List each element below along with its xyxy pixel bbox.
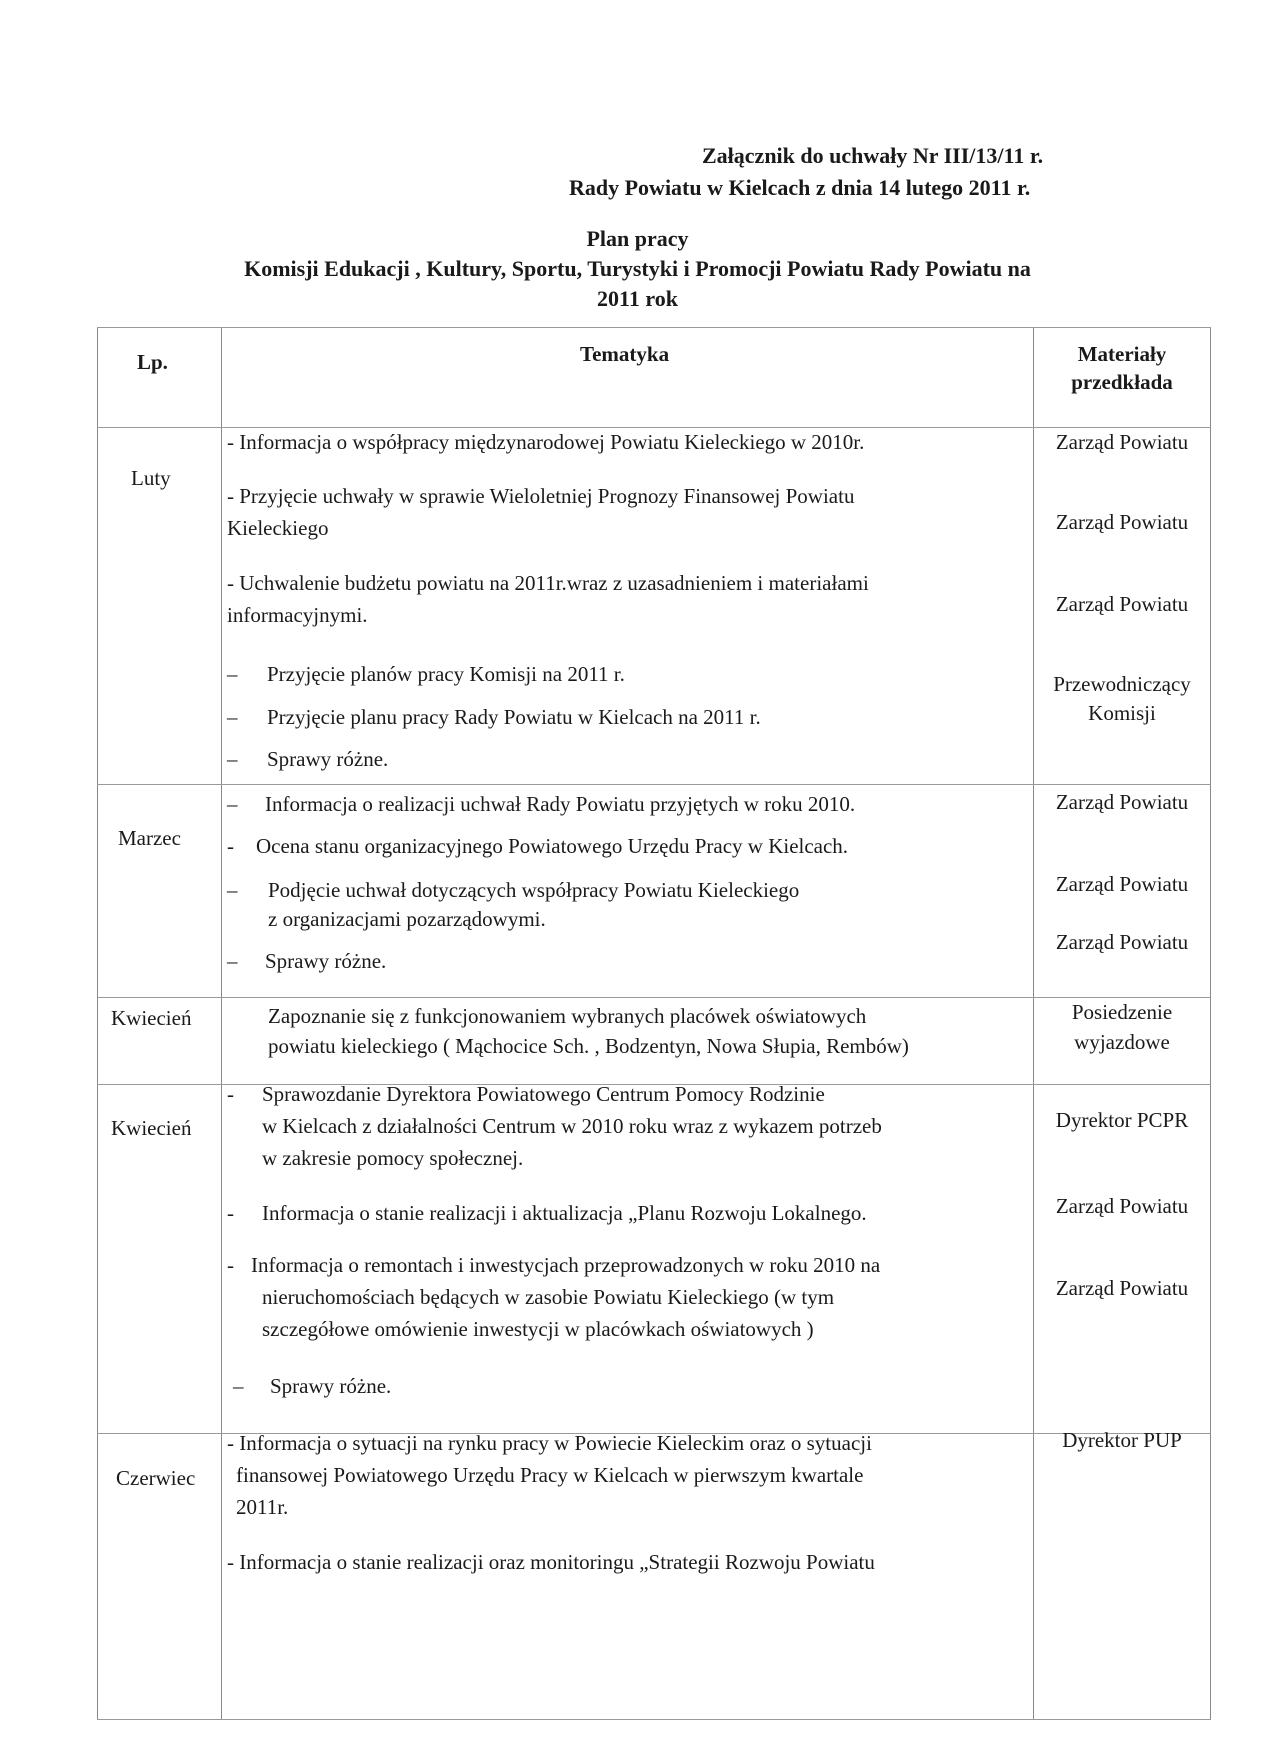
marzec-presenter-1: Zarząd Powiatu	[1055, 790, 1189, 814]
plan-title: Plan pracy	[586, 226, 689, 251]
czerwiec-topic-2: - Informacja o stanie realizacji oraz monitoringu „Strategii Rozwoju Powiatu	[227, 1550, 875, 1574]
month-kwiecien-1: Kwiecień	[111, 1006, 192, 1030]
luty-presenter-2: Zarząd Powiatu	[1055, 510, 1189, 534]
marzec-topic-4: Sprawy różne.	[265, 949, 387, 973]
luty-topic-3b: informacyjnymi.	[227, 603, 368, 627]
luty-topic-3a: - Uchwalenie budżetu powiatu na 2011r.wraz z uzasadnieniem i materiałami	[227, 571, 869, 595]
dash-icon: –	[227, 705, 238, 729]
marzec-topic-3a: Podjęcie uchwał dotyczących współpracy Powiatu Kieleckiego	[268, 878, 800, 902]
month-luty: Luty	[131, 466, 171, 490]
dash-icon: -	[227, 1253, 234, 1277]
kwiecien2-topic-4: Sprawy różne.	[270, 1374, 392, 1398]
column-header-materialy: Materiały	[1077, 342, 1167, 366]
attachment-line: Załącznik do uchwały Nr III/13/11 r.	[702, 143, 1044, 168]
table-border-left	[97, 327, 98, 1720]
kwiecien1-topic-1b: powiatu kieleckiego ( Mąchocice Sch. , Bodzentyn, Nowa Słupia, Rembów)	[268, 1034, 909, 1058]
luty-topic-4: Przyjęcie planów pracy Komisji na 2011 r.	[267, 662, 625, 686]
kwiecien2-topic-3c: szczegółowe omówienie inwestycji w placówkach oświatowych )	[262, 1317, 814, 1341]
kwiecien2-topic-3b: nieruchomościach będących w zasobie Powiatu Kieleckiego (w tym	[262, 1285, 835, 1309]
czerwiec-topic-1c: 2011r.	[236, 1495, 289, 1519]
czerwiec-topic-1a: - Informacja o sytuacji na rynku pracy w Powiecie Kieleckim oraz o sytuacji	[227, 1431, 872, 1455]
marzec-presenter-2: Zarząd Powiatu	[1055, 872, 1189, 896]
kwiecien2-topic-1b: w Kielcach z działalności Centrum w 2010 roku wraz z wykazem potrzeb	[262, 1114, 882, 1138]
luty-topic-2b: Kieleckiego	[227, 516, 329, 540]
table-border-bottom	[97, 1719, 1211, 1720]
kwiecien2-presenter-3: Zarząd Powiatu	[1055, 1276, 1189, 1300]
luty-topic-6: Sprawy różne.	[267, 747, 389, 771]
kwiecien2-topic-1a: Sprawozdanie Dyrektora Powiatowego Centrum Pomocy Rodzinie	[262, 1082, 825, 1106]
row-line	[97, 784, 1211, 785]
kwiecien1-presenter-a: Posiedzenie	[1071, 1000, 1173, 1024]
luty-presenter-4a: Przewodniczący	[1053, 672, 1191, 696]
luty-topic-2a: - Przyjęcie uchwały w sprawie Wieloletniej Prognozy Finansowej Powiatu	[227, 484, 855, 508]
kwiecien2-topic-3a: Informacja o remontach i inwestycjach przeprowadzonych w roku 2010 na	[251, 1253, 881, 1277]
dash-icon: –	[227, 747, 238, 771]
column-header-tematyka: Tematyka	[580, 342, 670, 366]
dash-icon: -	[227, 1201, 234, 1225]
month-marzec: Marzec	[118, 826, 181, 850]
dash-icon: –	[233, 1374, 244, 1398]
kwiecien1-presenter-b: wyjazdowe	[1074, 1030, 1170, 1054]
dash-icon: –	[227, 792, 238, 816]
dash-icon: -	[227, 834, 234, 858]
marzec-topic-2: Ocena stanu organizacyjnego Powiatowego Urzędu Pracy w Kielcach.	[256, 834, 849, 858]
dash-icon: -	[227, 1082, 234, 1106]
luty-presenter-4b: Komisji	[1088, 701, 1156, 725]
table-divider-1	[221, 327, 222, 1720]
month-czerwiec: Czerwiec	[116, 1466, 196, 1490]
luty-topic-1: - Informacja o współpracy międzynarodowej Powiatu Kieleckiego w 2010r.	[227, 430, 865, 454]
column-header-lp: Lp.	[137, 350, 168, 374]
kwiecien1-topic-1a: Zapoznanie się z funkcjonowaniem wybranych placówek oświatowych	[268, 1004, 867, 1028]
table-border-right	[1210, 327, 1211, 1720]
kwiecien2-topic-2: Informacja o stanie realizacji i aktualizacja „Planu Rozwoju Lokalnego.	[262, 1201, 867, 1225]
luty-presenter-3: Zarząd Powiatu	[1055, 592, 1189, 616]
czerwiec-topic-1b: finansowej Powiatowego Urzędu Pracy w Kielcach w pierwszym kwartale	[236, 1463, 864, 1487]
kwiecien2-presenter-1: Dyrektor PCPR	[1055, 1108, 1189, 1132]
resolution-line: Rady Powiatu w Kielcach z dnia 14 lutego 2011 r.	[569, 175, 1031, 200]
column-header-przedklada: przedkłada	[1071, 370, 1173, 394]
luty-topic-5: Przyjęcie planu pracy Rady Powiatu w Kielcach na 2011 r.	[267, 705, 761, 729]
kwiecien2-presenter-2: Zarząd Powiatu	[1055, 1194, 1189, 1218]
dash-icon: –	[227, 878, 238, 902]
month-kwiecien-2: Kwiecień	[111, 1116, 192, 1140]
marzec-topic-3b: z organizacjami pozarządowymi.	[268, 907, 546, 931]
kwiecien2-topic-1c: w zakresie pomocy społecznej.	[262, 1146, 524, 1170]
table-border-top	[97, 327, 1211, 328]
dash-icon: –	[227, 662, 238, 686]
marzec-presenter-3: Zarząd Powiatu	[1055, 930, 1189, 954]
committee-title: Komisji Edukacji , Kultury, Sportu, Turystyki i Promocji Powiatu Rady Powiatu na	[244, 256, 1031, 281]
marzec-topic-1: Informacja o realizacji uchwał Rady Powiatu przyjętych w roku 2010.	[265, 792, 856, 816]
luty-presenter-1: Zarząd Powiatu	[1055, 430, 1189, 454]
dash-icon: –	[227, 949, 238, 973]
czerwiec-presenter-1: Dyrektor PUP	[1062, 1428, 1182, 1452]
year-title: 2011 rok	[597, 286, 678, 311]
